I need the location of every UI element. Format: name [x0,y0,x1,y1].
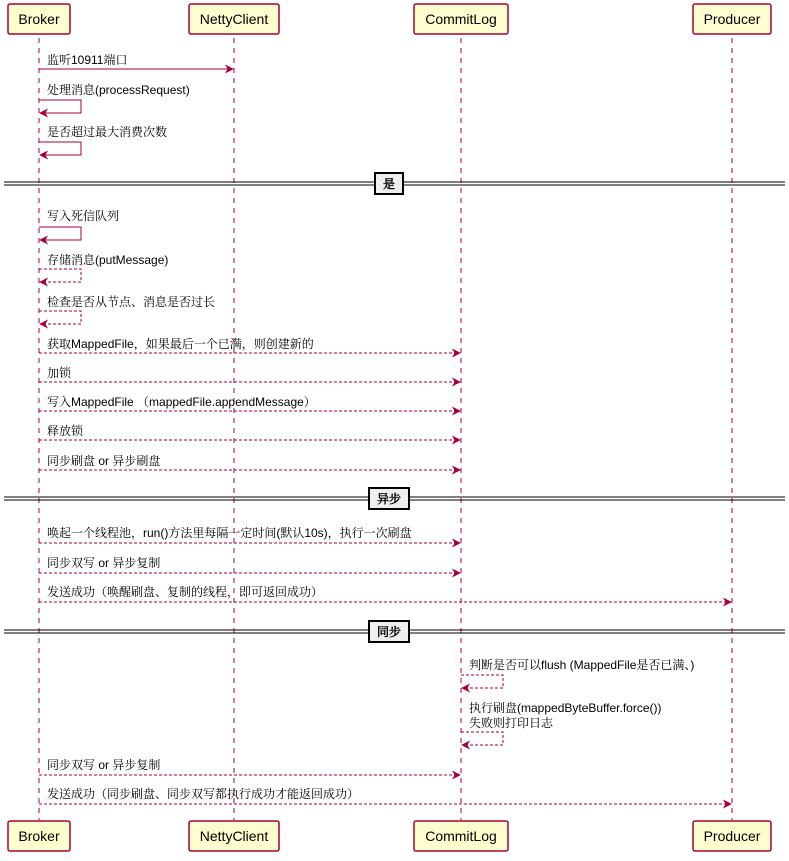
message-label: 存储消息(putMessage) [47,253,169,267]
participant-broker-top [8,4,70,34]
message-listen-port [39,52,233,69]
message-label: 处理消息(processRequest) [47,83,190,97]
participant-label: Producer [703,11,761,27]
message-unlock [39,423,460,440]
message-force-flush [461,700,662,745]
participant-commitlog-top [414,4,508,34]
message-label: 写入死信队列 [47,209,120,223]
message-process-request [39,82,190,113]
message-write-dlq [39,208,119,240]
message-replication-async [39,555,460,573]
participant-label: Producer [703,828,761,844]
message-label: 同步刷盘 or 异步刷盘 [47,454,161,468]
divider-yes [4,173,785,194]
participant-broker-bottom [8,821,70,851]
participant-producer-bottom [693,821,771,851]
divider-label: 同步 [376,625,402,639]
participant-netty-top [189,4,279,34]
participant-label: Broker [18,828,60,844]
divider-async [4,488,785,509]
divider-label: 异步 [376,492,402,506]
message-label: 写入MappedFile （mappedFile.appendMessage） [47,395,316,409]
message-put-message [39,252,168,282]
message-label: 执行刷盘(mappedByteBuffer.force()) [469,701,662,715]
participant-label: CommitLog [425,828,497,844]
message-label-line2: 失败则打印日志 [469,716,554,730]
participant-label: NettyClient [199,11,269,27]
message-label: 唤起一个线程池，run()方法里每隔一定时间(默认10s)，执行一次刷盘 [47,526,412,540]
message-check-flush [461,657,694,688]
message-replication-sync [39,757,460,775]
message-lock [39,365,460,382]
message-label: 获取MappedFile，如果最后一个已满，则创建新的 [47,337,314,351]
message-check-max-consume [39,124,167,155]
divider-label: 是 [382,177,396,191]
message-async-flush-thread [39,525,460,543]
participant-netty-bottom [189,821,279,851]
message-label: 判断是否可以flush (MappedFile是否已满、) [469,658,695,672]
message-flush-mode [39,453,460,470]
message-send-success-async [39,584,731,602]
message-label: 发送成功（同步刷盘、同步双写都执行成功才能返回成功） [47,787,360,801]
participant-label: CommitLog [425,11,497,27]
message-label: 释放锁 [47,424,84,438]
message-label: 监听10911端口 [47,53,128,67]
message-label: 检查是否从节点、消息是否过长 [47,295,216,309]
participant-label: Broker [18,11,60,27]
message-label: 是否超过最大消费次数 [47,125,168,139]
participant-label: NettyClient [199,828,269,844]
message-label: 加锁 [47,366,72,380]
message-append-message [39,395,460,411]
participant-commitlog-bottom [414,821,508,851]
divider-sync [4,621,785,642]
message-get-mappedfile [39,336,460,353]
message-label: 同步双写 or 异步复制 [47,758,161,772]
message-send-success-sync [39,786,731,804]
participant-producer-top [693,4,771,34]
message-label: 发送成功（唤醒刷盘、复制的线程，即可返回成功） [47,585,324,599]
message-label: 同步双写 or 异步复制 [47,556,161,570]
message-check-slave-length [39,294,215,324]
